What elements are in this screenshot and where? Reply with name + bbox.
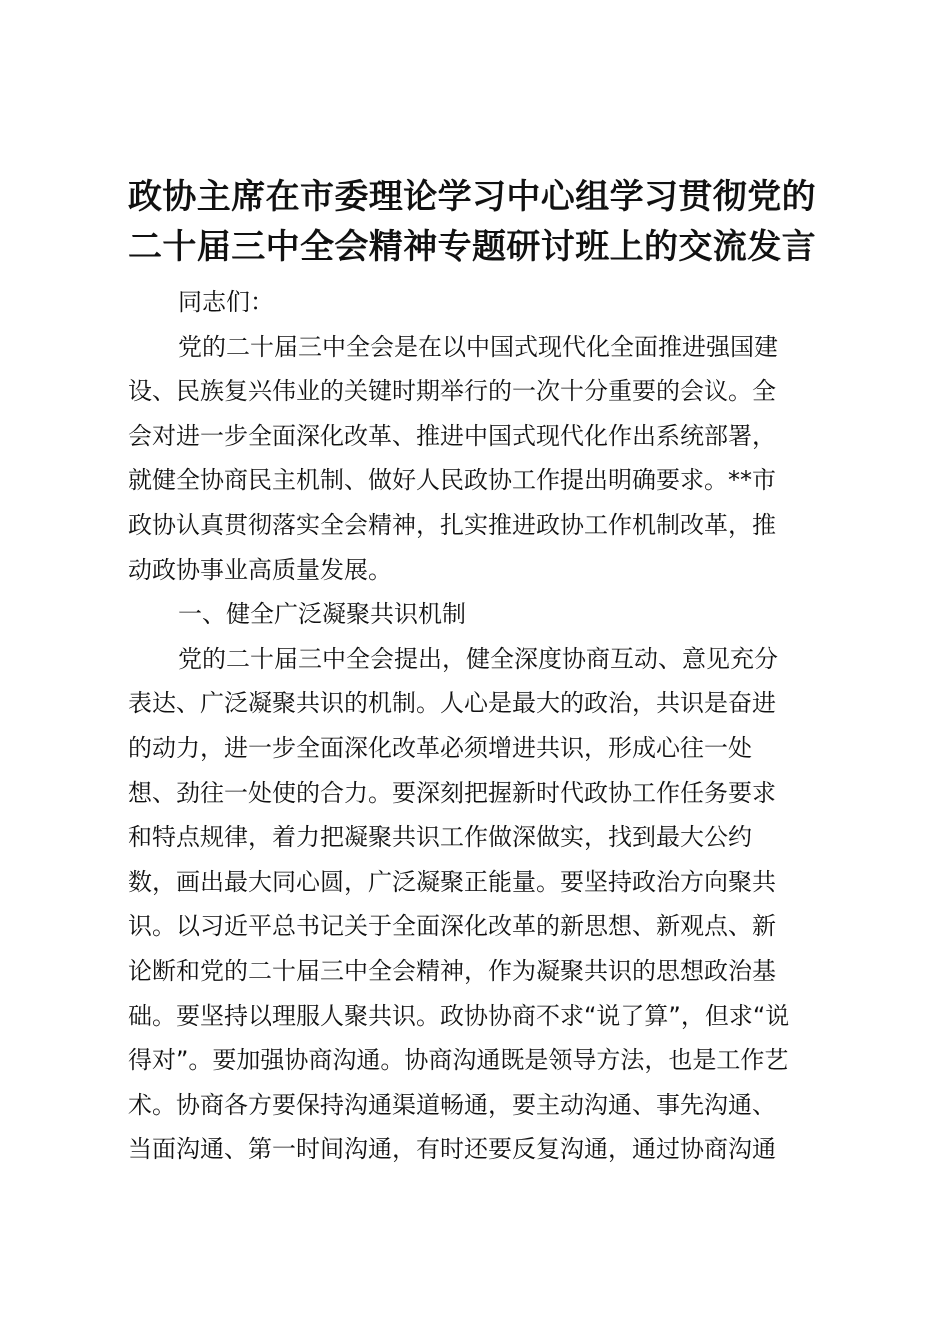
document-body — [128, 280, 828, 1172]
paragraph-line: 党的二十届三中全会提出，健全深度协商互动、意见充分 — [178, 644, 778, 673]
paragraph-line: 动政协事业高质量发展。 — [128, 555, 392, 584]
paragraph-line: 得对”。要加强协商沟通。协商沟通既是领导方法，也是工作艺 — [128, 1046, 789, 1075]
document-title — [128, 172, 838, 272]
paragraph-line: 础。要坚持以理服人聚共识。政协协商不求“说了算”，但求“说 — [128, 1001, 790, 1030]
paragraph-line: 论断和党的二十届三中全会精神，作为凝聚共识的思想政治基 — [128, 956, 776, 985]
paragraph-line: 识。以习近平总书记关于全面深化改革的新思想、新观点、新 — [128, 912, 776, 941]
title-line-2: 二十届三中全会精神专题研讨班上的交流发言 — [128, 227, 816, 267]
paragraph-line: 的动力，进一步全面深化改革必须增进共识，形成心往一处 — [128, 733, 752, 762]
paragraph-line: 表达、广泛凝聚共识的机制。人心是最大的政治，共识是奋进 — [128, 689, 776, 718]
paragraph-line: 党的二十届三中全会是在以中国式现代化全面推进强国建 — [178, 332, 778, 361]
paragraph-line: 当面沟通、第一时间沟通，有时还要反复沟通，通过协商沟通 — [128, 1135, 776, 1164]
paragraph-line: 数，画出最大同心圆，广泛凝聚正能量。要坚持政治方向聚共 — [128, 867, 776, 896]
paragraph-line: 会对进一步全面深化改革、推进中国式现代化作出系统部署， — [128, 421, 776, 450]
section-heading: 一、健全广泛凝聚共识机制 — [178, 600, 466, 629]
paragraph-line: 政协认真贯彻落实全会精神，扎实推进政协工作机制改革，推 — [128, 510, 776, 539]
paragraph-line: 术。协商各方要保持沟通渠道畅通，要主动沟通、事先沟通、 — [128, 1090, 776, 1119]
salutation: 同志们： — [178, 288, 274, 316]
paragraph-line: 和特点规律，着力把凝聚共识工作做深做实，找到最大公约 — [128, 823, 752, 852]
paragraph-line: 就健全协商民主机制、做好人民政协工作提出明确要求。**市 — [128, 466, 776, 495]
paragraph-line: 设、民族复兴伟业的关键时期举行的一次十分重要的会议。全 — [128, 377, 776, 406]
title-line-1: 政协主席在市委理论学习中心组学习贯彻党的 — [128, 177, 816, 217]
paragraph-line: 想、劲往一处使的合力。要深刻把握新时代政协工作任务要求 — [128, 778, 776, 807]
